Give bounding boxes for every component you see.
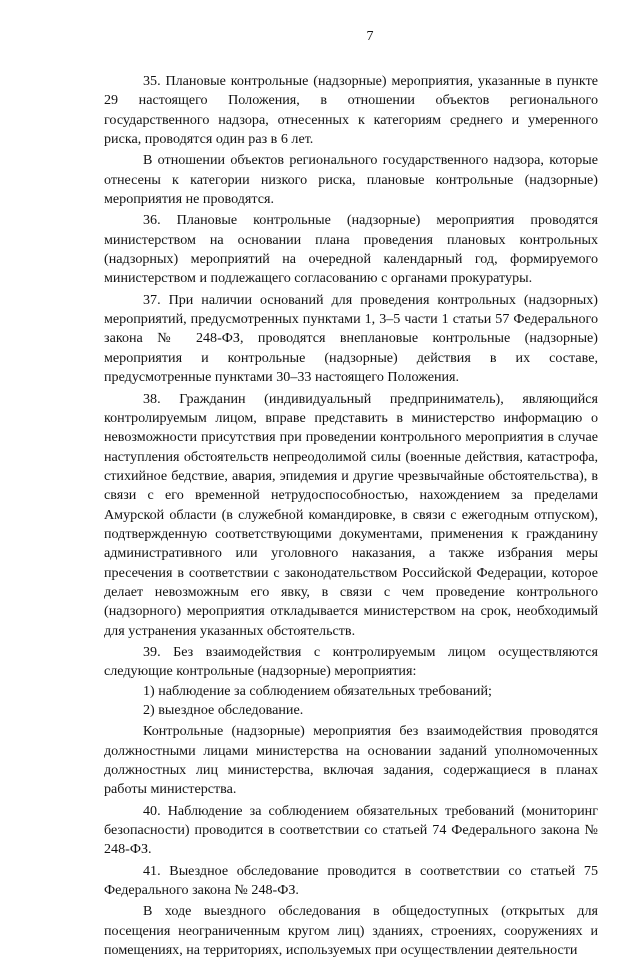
paragraph-36: 36. Плановые контрольные (надзорные) мероприятия проводятся министерством на основании плана проведения плановых контрольных (надзорных) мероприятий на очередной календарный год, формируемого министерством и подлежащего согласованию с органами прокуратуры. — [104, 212, 598, 287]
document-page — [104, 28, 598, 960]
paragraph-41: 41. Выездное обследование проводится в соответствии со статьей 75 Федерального закона № 248-ФЗ. — [104, 862, 598, 899]
list-item-2: 2) выездное обследование. — [143, 702, 304, 718]
paragraph-39-no-interaction: Контрольные (надзорные) мероприятия без взаимодействия проводятся должностными лицами министерства на основании заданий уполномоченных должностных лиц министерства, включая задания, содержащиеся в планах работы министерства. — [104, 723, 598, 798]
paragraph-40: 40. Наблюдение за соблюдением обязательных требований (мониторинг безопасности) проводится в соответствии со статьей 74 Федерального закона № 248-ФЗ. — [104, 802, 598, 858]
paragraph-35-low-risk: В отношении объектов регионального государственного надзора, которые отнесены к категории низкого риска, плановые контрольные (надзорные) мероприятия не проводятся. — [104, 152, 598, 208]
list-item-1: 1) наблюдение за соблюдением обязательных требований; — [143, 682, 492, 699]
paragraph-38: 38. Гражданин (индивидуальный предприниматель), являющийся контролируемым лицом, вправе представить в министерство информацию о невозможности присутствия при проведении контрольного мероприятия в случае наступления обстоятельств непреодолимой силы (военные действия, катастрофа, стихийное бедствие, авария, эпидемия и другие чрезвычайные обстоятельства), в связи с его временной нетрудоспособностью, нахождением за пределами Амурской области (в служебной командировке, в связи с ежегодным отпуском), подтвержденную соответствующими документами, применения к гражданину административного или уголовного наказания, а также избрания меры пресечения в соответствии с законодательством Российской Федерации, которое делает невозможным его явку, в связи с чем проведение контрольного (надзорного) мероприятия откладывается министерством на срок, необходимый для устранения указанных обстоятельств. — [104, 390, 598, 639]
paragraph-35: 35. Плановые контрольные (надзорные) мероприятия, указанные в пункте 29 настоящего Положения, в отношении объектов регионального государственного надзора, отнесенных к категориям среднего и умеренного риска, проводятся один раз в 6 лет. — [104, 73, 598, 148]
paragraph-37: 37. При наличии оснований для проведения контрольных (надзорных) мероприятий, предусмотренных пунктами 1, 3–5 части 1 статьи 57 Федерального закона № 248-ФЗ, проводятся внеплановые контрольные (надзорные) мероприятия и контрольные (надзорные) действия в их составе, предусмотренные пунктами 30–33 настоящего Положения. — [104, 291, 598, 386]
page-number: 7 — [366, 29, 374, 44]
paragraph-39: 39. Без взаимодействия с контролируемым лицом осуществляются следующие контрольные (надзорные) мероприятия: — [104, 643, 598, 680]
paragraph-41-details: В ходе выездного обследования в общедоступных (открытых для посещения неограниченным кругом лиц) зданиях, строениях, сооружениях и помещениях, на территориях, используемых при осуществлении деятельности — [104, 903, 598, 959]
